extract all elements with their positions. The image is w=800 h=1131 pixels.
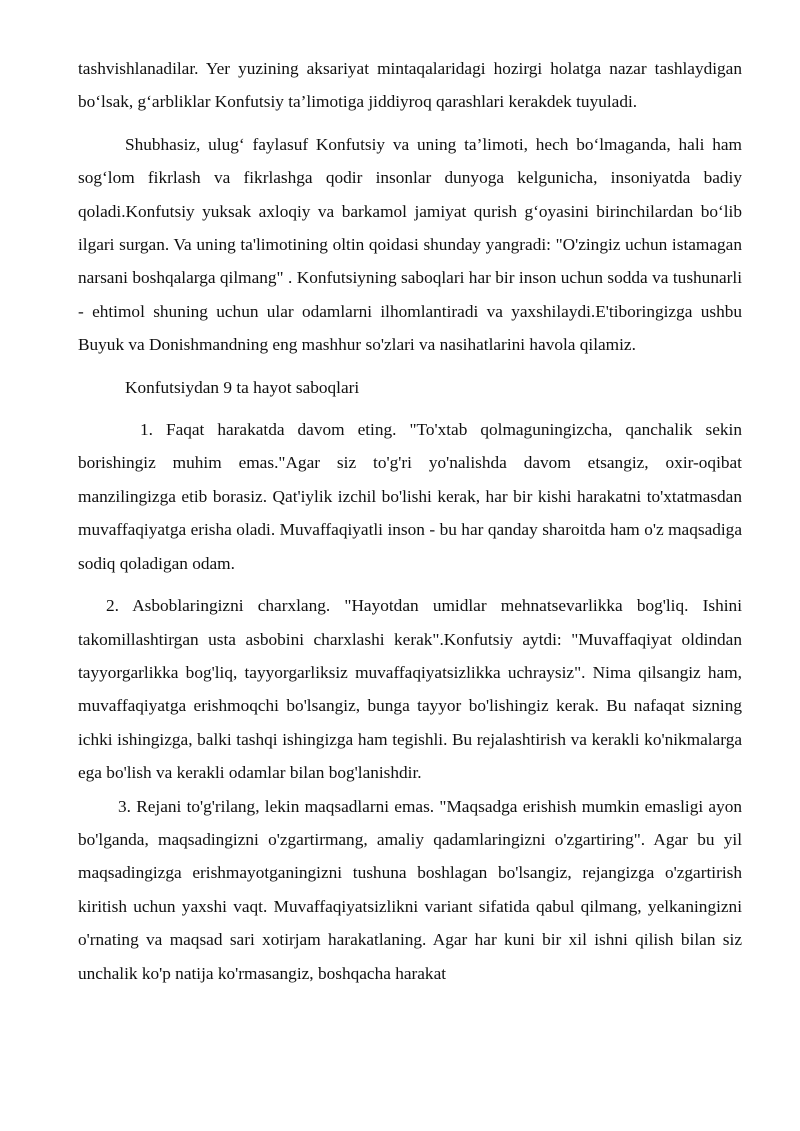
list-item-lesson-2: 2. Asboblaringizni charxlang. "Hayotdan umidlar mehnatsevarlikka bog'liq. Ishini takomillashtirgan usta asbobini charxlashi kerak".Konfutsiy aytdi: "Muvaffaqiyat oldindan tayyorgarlikka bog'liq, tayyorgarliksiz muvaffaqiyatsizlikka uchraysiz". Nima qilsangiz ham, muvaffaqiyatga erishmoqchi bo'lsangiz, bunga tayyor bo'lishingiz kerak. Bu nafaqat sizning ichki ishingizga, balki tashqi ishingizga ham tegishli. Bu rejalashtirish va kerakli ko'nikmalarga ega bo'lish va kerakli odamlar bilan bog'lanishdir. <box>78 596 742 783</box>
document-page <box>78 52 742 990</box>
list-item-lesson-3: 3. Rejani to'g'rilang, lekin maqsadlarni emas. "Maqsadga erishish mumkin emasligi ayon bo'lganda, maqsadingizni o'zgartirmang, amaliy qadamlaringizni o'zgartiring". Agar bu yil maqsadingizga erishmayotganingizni tushuna boshlagan bo'lsangiz, rejangizga o'zgartirish kiritish uchun yaxshi vaqt. Muvaffaqiyatsizlikni variant sifatida qabul qilmang, yelkaningizni o'rnating va maqsad sari xotirjam harakatlaning. Agar har kuni bir xil ishni qilish bilan siz unchalik ko'p natija ko'rmasangiz, boshqacha harakat <box>78 796 742 983</box>
section-heading: Konfutsiydan 9 ta hayot saboqlari <box>125 377 360 397</box>
paragraph-intro-continuation: tashvishlanadilar. Yer yuzining aksariyat mintaqalaridagi hozirgi holatga nazar tashlaydigan bo‘lsak, g‘arbliklar Konfutsiy ta’limotiga jiddiyroq qarashlari kerakdek tuyuladi. <box>78 59 742 112</box>
paragraph-konfutsiy-teaching: Shubhasiz, ulug‘ faylasuf Konfutsiy va uning ta’limoti, hech bo‘lmaganda, hali ham sog‘lom fikrlash va fikrlashga qodir insonlar dunyoga kelgunicha, insoniyatda badiy qoladi.Konfutsiy yuksak axloqiy va barkamol jamiyat qurish g‘oyasini birinchilardan bo‘lib ilgari surgan. Va uning ta'limotining oltin qoidasi shunday yangradi: "O'zingiz uchun istamagan narsani boshqalarga qilmang" . Konfutsiyning saboqlari har bir inson uchun sodda va tushunarli - ehtimol shuning uchun ular odamlarni ilhomlantiradi va yaxshilaydi.E'tiboringizga ushbu Buyuk va Donishmandning eng mashhur so'zlari va nasihatlarini havola qilamiz. <box>78 134 742 355</box>
list-item-lesson-1: 1. Faqat harakatda davom eting. "To'xtab qolmaguningizcha, qanchalik sekin borishingiz muhim emas."Agar siz to'g'ri yo'nalishda davom etsangiz, oxir-oqibat manzilingizga etib borasiz. Qat'iylik izchil bo'lishi kerak, har bir kishi harakatni to'xtatmasdan muvaffaqiyatga erisha oladi. Muvaffaqiyatli inson - bu har qanday sharoitda ham o'z maqsadiga sodiq qoladigan odam. <box>78 420 742 573</box>
